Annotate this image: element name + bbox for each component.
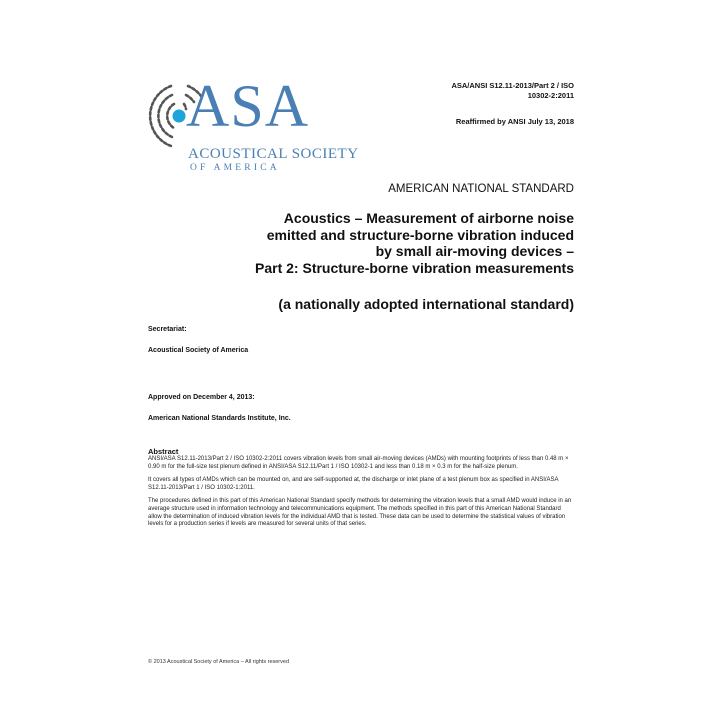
copyright-notice: © 2013 Acoustical Society of America – All rights reserved (148, 659, 290, 665)
abstract-paragraph: It covers all types of AMDs which can be mounted on, and are self-supported at, the discharge or inlet plane of a test plenum box as specified in ANSI/ASA S12.11-2013/Part 1 / ISO 10302-1:2011. (148, 477, 559, 491)
logo-society-name: ACOUSTICAL SOCIETY (188, 146, 359, 162)
abstract-paragraph: The procedures defined in this part of this American National Standard specify methods for determining the vibration levels that a small AMD would induce in an average structure used in information technology and telecommunications equipment. The methods specified in this part of this American National Standard allow the determination of induced vibration levels for the individual AMD that is tested. These data can be used to determine the statistical values of vibration levels for a production series if levels are measured for several units of that series. (148, 498, 572, 528)
approved-label: Approved on December 4, 2013: (148, 394, 255, 401)
abstract-heading: Abstract (148, 447, 179, 456)
title-line: Acoustics – Measurement of airborne noise (283, 210, 574, 226)
document-subtitle: (a nationally adopted international standard) (278, 296, 574, 312)
standard-id-line-1: ASA/ANSI S12.11-2013/Part 2 / ISO (451, 81, 574, 90)
document-title (134, 210, 574, 276)
standard-category: AMERICAN NATIONAL STANDARD (388, 183, 574, 195)
approved-value: American National Standards Institute, Inc. (148, 415, 291, 422)
standard-id-line-2: 10302-2:2011 (527, 91, 574, 100)
logo-dot (173, 110, 186, 123)
reaffirmed-date: Reaffirmed by ANSI July 13, 2018 (455, 117, 574, 126)
secretariat-value: Acoustical Society of America (148, 347, 249, 354)
logo-wordmark: ASA (186, 73, 310, 139)
standard-identifier (334, 81, 574, 101)
title-line: Part 2: Structure-borne vibration measurements (255, 259, 574, 276)
logo-of-america: OF AMERICA (190, 163, 280, 173)
abstract-paragraph: ANSI/ASA S12.11-2013/Part 2 / ISO 10302-2:2011 covers vibration levels from small air-moving devices (AMDs) with mounting footprints of less than 0.48 m × 0.90 m for the full-size test plenum defined in ANSI/ASA S12.11/Part 1 / ISO 10302-1 and less than 0.18 m × 0.3 m for the half-size plenum. (148, 456, 569, 470)
secretariat-label: Secretariat: (148, 326, 187, 333)
title-line: by small air-moving devices – (375, 243, 574, 259)
title-line: emitted and structure-borne vibration induced (266, 226, 574, 243)
abstract-section (148, 447, 574, 535)
